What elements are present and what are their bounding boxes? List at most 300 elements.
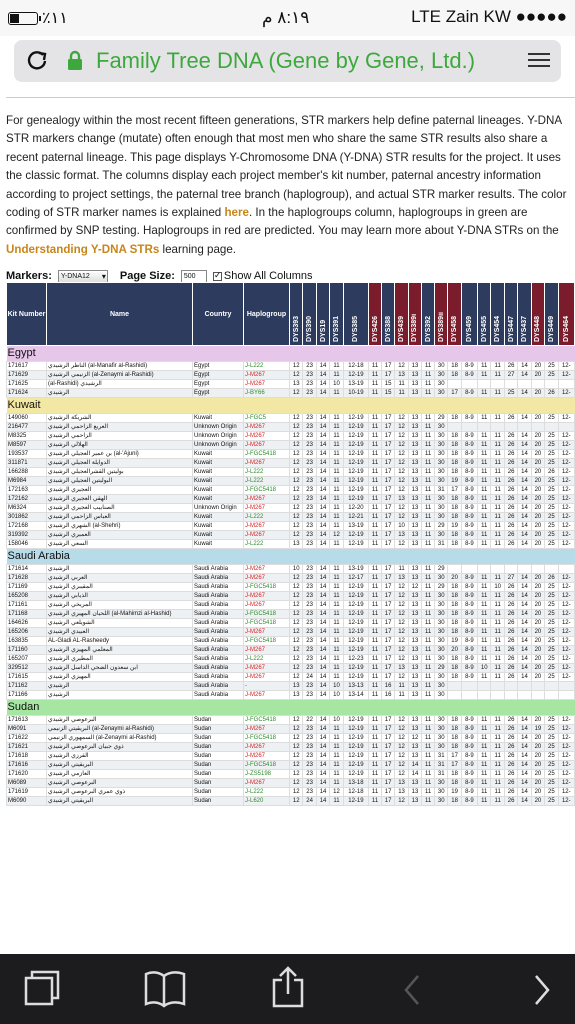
marker-value-cell: 13-19	[343, 522, 368, 531]
marker-value-cell: 13	[408, 423, 421, 432]
marker-value-cell: 12-	[558, 619, 574, 628]
marker-value-cell: 14	[518, 770, 531, 779]
markers-select[interactable]: Y-DNA12 ▾	[58, 270, 108, 283]
name-cell: الهلالي الرشيدي	[47, 441, 193, 450]
forward-icon[interactable]	[530, 972, 554, 1008]
marker-value-cell: 11	[422, 734, 435, 743]
country-cell: Sudan	[193, 734, 244, 743]
marker-value-cell: 12	[290, 788, 303, 797]
marker-value-cell: 8-9	[461, 637, 477, 646]
marker-value-cell: 11	[422, 459, 435, 468]
marker-value-cell: 23	[303, 619, 316, 628]
marker-value-cell: 12-	[558, 486, 574, 495]
kit-number-cell[interactable]: M6089	[7, 779, 47, 788]
page-content	[0, 92, 575, 954]
country-cell: Kuwait	[193, 513, 244, 522]
marker-value-cell: 11	[491, 725, 504, 734]
header-marker[interactable]	[478, 283, 491, 346]
kit-number-cell[interactable]: 171624	[7, 389, 47, 398]
marker-value-cell: 13	[408, 610, 421, 619]
kit-number-cell[interactable]: 165208	[7, 592, 47, 601]
marker-value-cell: 13-19	[343, 380, 368, 389]
marker-value-cell: 12-19	[343, 592, 368, 601]
marker-value-cell: 23	[303, 540, 316, 549]
kit-number-cell[interactable]: 172168	[7, 522, 47, 531]
haplogroup-cell: J-L222	[244, 540, 290, 549]
header-marker[interactable]	[369, 283, 382, 346]
marker-value-cell: 18	[448, 628, 461, 637]
marker-value-cell: 11	[422, 540, 435, 549]
marker-value-cell	[518, 691, 531, 700]
marker-value-cell: 14	[316, 414, 329, 423]
marker-value-cell: 25	[545, 432, 558, 441]
marker-value-cell: 23	[303, 423, 316, 432]
header-marker[interactable]	[504, 283, 517, 346]
marker-value-cell: 20	[448, 646, 461, 655]
marker-value-cell: 14	[518, 619, 531, 628]
reload-icon[interactable]	[24, 48, 50, 74]
marker-value-cell	[558, 691, 574, 700]
name-cell: الذيابي الرشيدي	[47, 592, 193, 601]
marker-value-cell: 30	[435, 610, 448, 619]
marker-value-cell: 11	[395, 565, 408, 574]
kit-number-cell[interactable]: M6091	[7, 725, 47, 734]
marker-value-cell: 12-17	[343, 574, 368, 583]
table-row	[7, 540, 575, 549]
kit-number-cell[interactable]: 329512	[7, 664, 47, 673]
marker-value-cell: 25	[545, 628, 558, 637]
marker-value-cell: 29	[435, 522, 448, 531]
kit-number-cell[interactable]: 171166	[7, 691, 47, 700]
header-marker[interactable]	[290, 283, 303, 346]
marker-value-cell: 29	[435, 664, 448, 673]
table-row	[7, 797, 575, 806]
haplogroup-cell: J-FGC5418	[244, 619, 290, 628]
kit-number-cell[interactable]: 172162	[7, 495, 47, 504]
marker-value-cell: 11	[491, 770, 504, 779]
marker-value-cell: 11	[330, 574, 343, 583]
marker-value-cell: 11	[478, 752, 491, 761]
marker-value-cell: 25	[545, 637, 558, 646]
kit-number-cell[interactable]: 171620	[7, 770, 47, 779]
marker-value-cell: 12	[290, 486, 303, 495]
marker-value-cell: 11	[491, 655, 504, 664]
header-marker[interactable]	[330, 283, 343, 346]
kit-number-cell[interactable]: 172163	[7, 486, 47, 495]
marker-value-cell: 8-9	[461, 646, 477, 655]
marker-value-cell: 30	[435, 592, 448, 601]
header-country[interactable]: Country	[193, 283, 244, 346]
haplogroup-cell: J-L222	[244, 477, 290, 486]
kit-number-cell[interactable]: 171621	[7, 743, 47, 752]
marker-value-cell: 20	[531, 432, 544, 441]
kit-number-cell[interactable]: 171161	[7, 601, 47, 610]
marker-value-cell: 11	[491, 716, 504, 725]
table-row	[7, 646, 575, 655]
marker-value-cell: 14	[518, 592, 531, 601]
marker-value-cell: 11	[422, 628, 435, 637]
marker-value-cell: 13	[408, 371, 421, 380]
marker-value-cell: 26	[504, 610, 517, 619]
marker-value-cell	[448, 380, 461, 389]
marker-value-cell: 26	[504, 752, 517, 761]
kit-number-cell[interactable]: 171613	[7, 716, 47, 725]
header-kit-number[interactable]: Kit Number	[7, 283, 47, 346]
marker-value-cell: 13	[290, 682, 303, 691]
marker-value-cell: 23	[303, 682, 316, 691]
haplogroup-cell: J-ZS5198	[244, 770, 290, 779]
marker-label: DYS439	[398, 315, 406, 342]
marker-value-cell: 26	[504, 459, 517, 468]
kit-number-cell[interactable]: 171622	[7, 734, 47, 743]
marker-value-cell: 17	[381, 716, 394, 725]
reader-menu-icon[interactable]	[528, 51, 550, 71]
marker-value-cell: 8-9	[461, 619, 477, 628]
marker-value-cell: 11	[330, 504, 343, 513]
header-marker[interactable]	[461, 283, 477, 346]
kit-number-cell[interactable]: 171160	[7, 646, 47, 655]
marker-value-cell: 18	[448, 797, 461, 806]
marker-value-cell: 11	[422, 673, 435, 682]
header-marker[interactable]	[316, 283, 329, 346]
marker-value-cell: 14	[518, 432, 531, 441]
marker-value-cell: 12-19	[343, 664, 368, 673]
marker-value-cell: 8-9	[461, 495, 477, 504]
marker-value-cell: 11	[422, 565, 435, 574]
header-marker[interactable]	[491, 283, 504, 346]
marker-value-cell: 26	[504, 531, 517, 540]
kit-number-cell[interactable]: 164626	[7, 619, 47, 628]
marker-value-cell: 11	[478, 592, 491, 601]
share-icon[interactable]	[270, 964, 306, 1010]
header-marker[interactable]	[343, 283, 368, 346]
kit-number-cell[interactable]: 149060	[7, 414, 47, 423]
header-marker[interactable]	[435, 283, 448, 346]
marker-value-cell: 12-19	[343, 743, 368, 752]
kit-number-cell[interactable]: 171619	[7, 788, 47, 797]
kit-number-cell[interactable]: 301862	[7, 513, 47, 522]
marker-value-cell: 11	[422, 450, 435, 459]
marker-value-cell: 17	[381, 504, 394, 513]
marker-value-cell: 26	[504, 522, 517, 531]
kit-number-cell[interactable]: 171615	[7, 673, 47, 682]
marker-value-cell: 12-	[558, 592, 574, 601]
marker-value-cell: 12	[290, 450, 303, 459]
kit-number-cell[interactable]: 171625	[7, 380, 47, 389]
marker-value-cell: 12	[395, 477, 408, 486]
marker-value-cell: 11	[369, 522, 382, 531]
bookmarks-icon[interactable]	[142, 968, 188, 1008]
country-cell: Sudan	[193, 725, 244, 734]
here-link[interactable]: here	[224, 206, 249, 220]
name-cell: الشويلعي الرشيدي	[47, 619, 193, 628]
marker-value-cell: 11	[491, 734, 504, 743]
marker-value-cell: 8-9	[461, 450, 477, 459]
marker-value-cell: 12-	[558, 531, 574, 540]
marker-value-cell	[504, 565, 517, 574]
marker-value-cell: 17	[381, 531, 394, 540]
marker-value-cell: 25	[545, 477, 558, 486]
marker-value-cell: 13-19	[343, 565, 368, 574]
marker-value-cell: 18	[448, 664, 461, 673]
address-bar[interactable]	[14, 40, 561, 82]
marker-value-cell: 14	[316, 716, 329, 725]
marker-value-cell: 20	[531, 628, 544, 637]
marker-value-cell: 29	[435, 565, 448, 574]
marker-value-cell: 8-9	[461, 389, 477, 398]
marker-value-cell: 8-9	[461, 513, 477, 522]
marker-value-cell: 30	[435, 423, 448, 432]
header-marker[interactable]	[448, 283, 461, 346]
marker-value-cell: 25	[545, 486, 558, 495]
kit-number-cell[interactable]: M6984	[7, 477, 47, 486]
haplogroup-cell: J-M267	[244, 531, 290, 540]
marker-value-cell: 23	[303, 743, 316, 752]
header-marker[interactable]	[303, 283, 316, 346]
kit-number-cell[interactable]: M8325	[7, 432, 47, 441]
marker-value-cell: 12-18	[343, 788, 368, 797]
kit-number-cell[interactable]: 193537	[7, 450, 47, 459]
kit-number-cell[interactable]: M6090	[7, 797, 47, 806]
haplogroup-cell: J-L222	[244, 513, 290, 522]
marker-value-cell: 12	[290, 610, 303, 619]
header-marker[interactable]	[518, 283, 531, 346]
header-marker[interactable]	[408, 283, 421, 346]
marker-value-cell: 12-	[558, 432, 574, 441]
page-title-url[interactable]: Family Tree DNA (Gene by Gene, Ltd.)	[96, 48, 476, 73]
country-cell: Saudi Arabia	[193, 664, 244, 673]
marker-value-cell: 12	[290, 441, 303, 450]
marker-value-cell: 31	[435, 752, 448, 761]
marker-value-cell: 17	[448, 752, 461, 761]
marker-value-cell: 14	[518, 646, 531, 655]
kit-number-cell[interactable]: 216477	[7, 423, 47, 432]
kit-number-cell[interactable]: 166288	[7, 468, 47, 477]
marker-value-cell: 14	[316, 664, 329, 673]
marker-value-cell: 17	[381, 468, 394, 477]
kit-number-cell[interactable]: 171618	[7, 752, 47, 761]
header-marker[interactable]	[531, 283, 544, 346]
marker-value-cell: 12	[290, 371, 303, 380]
marker-value-cell: 12-	[558, 716, 574, 725]
kit-number-cell[interactable]: M8597	[7, 441, 47, 450]
understanding-strs-link[interactable]: Understanding Y-DNA STRs	[6, 242, 160, 256]
marker-value-cell: 26	[545, 389, 558, 398]
header-marker[interactable]	[558, 283, 574, 346]
haplogroup-cell: J-M267	[244, 725, 290, 734]
kit-number-cell[interactable]: 158046	[7, 540, 47, 549]
marker-value-cell: 20	[531, 574, 544, 583]
haplogroup-cell: J-M267	[244, 380, 290, 389]
show-all-columns-checkbox[interactable]	[213, 272, 222, 281]
ystr-results-table	[6, 282, 575, 806]
marker-label: DYS437	[521, 315, 528, 342]
marker-label: DYS393	[292, 315, 300, 342]
haplogroup-cell: J-M267	[244, 601, 290, 610]
marker-value-cell: 26	[504, 716, 517, 725]
name-cell: بن عمير العجيلي الرشيدي (al-'Ajuni)	[47, 450, 193, 459]
kit-number-cell[interactable]: 165207	[7, 655, 47, 664]
marker-value-cell: 17	[381, 441, 394, 450]
marker-value-cell: 13	[408, 682, 421, 691]
name-cell: المعلمي المهيزي الرشيدي	[47, 646, 193, 655]
pagesize-input[interactable]: 500	[181, 270, 207, 283]
kit-number-cell[interactable]: 319392	[7, 531, 47, 540]
marker-value-cell: 8-9	[461, 716, 477, 725]
marker-value-cell: 11	[478, 362, 491, 371]
header-marker[interactable]	[381, 283, 394, 346]
kit-number-cell[interactable]: 163835	[7, 637, 47, 646]
kit-number-cell[interactable]: 171617	[7, 362, 47, 371]
marker-value-cell: 25	[545, 716, 558, 725]
marker-value-cell: 25	[545, 583, 558, 592]
markers-label: Markers:	[6, 270, 52, 282]
marker-value-cell: 11	[422, 770, 435, 779]
kit-number-cell[interactable]: 171168	[7, 610, 47, 619]
marker-value-cell: 11	[369, 423, 382, 432]
marker-value-cell: 8-9	[461, 504, 477, 513]
marker-value-cell: 11	[369, 743, 382, 752]
haplogroup-cell: J-FGC5	[244, 414, 290, 423]
marker-value-cell: 12	[395, 797, 408, 806]
marker-value-cell: 11	[491, 637, 504, 646]
marker-value-cell: 11	[330, 459, 343, 468]
marker-value-cell: 14	[518, 655, 531, 664]
marker-value-cell: 14	[316, 441, 329, 450]
marker-value-cell: 23	[303, 362, 316, 371]
marker-value-cell: 11	[330, 610, 343, 619]
marker-value-cell: 11	[330, 468, 343, 477]
marker-value-cell: 18	[448, 371, 461, 380]
back-icon[interactable]	[400, 972, 424, 1008]
marker-value-cell: 12-	[558, 362, 574, 371]
header-marker[interactable]	[422, 283, 435, 346]
marker-value-cell: 12	[290, 389, 303, 398]
marker-value-cell: 15	[381, 380, 394, 389]
country-cell: Sudan	[193, 761, 244, 770]
marker-value-cell: 14	[316, 655, 329, 664]
marker-value-cell: 13	[408, 389, 421, 398]
header-haplogroup[interactable]: Haplogroup	[244, 283, 290, 346]
kit-number-cell[interactable]: 171616	[7, 761, 47, 770]
marker-value-cell: 12-	[558, 637, 574, 646]
marker-value-cell: 11	[478, 610, 491, 619]
country-cell: Sudan	[193, 752, 244, 761]
marker-value-cell: 23	[303, 583, 316, 592]
marker-value-cell	[531, 691, 544, 700]
kit-number-cell[interactable]: M6324	[7, 504, 47, 513]
marker-value-cell: 17	[381, 628, 394, 637]
marker-value-cell: 20	[531, 673, 544, 682]
name-cell: ذوي جبيان البرعوصي الرشيدي	[47, 743, 193, 752]
marker-value-cell: 17	[381, 486, 394, 495]
marker-value-cell: 11	[491, 540, 504, 549]
marker-value-cell: 14	[518, 504, 531, 513]
marker-value-cell: 12	[290, 574, 303, 583]
marker-value-cell: 11	[422, 716, 435, 725]
marker-value-cell: 13	[408, 540, 421, 549]
marker-value-cell: 23	[303, 459, 316, 468]
marker-value-cell: 14	[316, 583, 329, 592]
marker-value-cell: 11	[478, 619, 491, 628]
marker-value-cell: 14	[316, 522, 329, 531]
tabs-icon[interactable]	[22, 968, 62, 1008]
marker-value-cell: 11	[369, 779, 382, 788]
kit-number-cell[interactable]: 171629	[7, 371, 47, 380]
marker-value-cell	[545, 380, 558, 389]
name-cell: ابن سعدون الضحي الداسل الرشيدي	[47, 664, 193, 673]
marker-value-cell: 25	[545, 725, 558, 734]
marker-value-cell: 11	[478, 574, 491, 583]
header-name[interactable]: Name	[47, 283, 193, 346]
marker-value-cell: 18	[448, 459, 461, 468]
name-cell: السمهوري الزنيمي (al-Zenaymi al-Rashid)	[47, 734, 193, 743]
kit-number-cell[interactable]: 171614	[7, 565, 47, 574]
marker-value-cell	[518, 380, 531, 389]
marker-value-cell: 11	[330, 432, 343, 441]
marker-value-cell: 8-9	[461, 788, 477, 797]
marker-value-cell: 8-9	[461, 734, 477, 743]
marker-value-cell: 17	[381, 495, 394, 504]
header-marker[interactable]	[395, 283, 408, 346]
kit-number-cell[interactable]: 171162	[7, 682, 47, 691]
marker-value-cell: 14	[518, 513, 531, 522]
marker-value-cell: 30	[435, 495, 448, 504]
marker-value-cell: 12-19	[343, 441, 368, 450]
marker-value-cell: 14	[518, 752, 531, 761]
header-marker[interactable]	[545, 283, 558, 346]
marker-value-cell	[545, 423, 558, 432]
marker-value-cell: 12-	[558, 779, 574, 788]
marker-value-cell: 11	[330, 389, 343, 398]
intro-paragraph	[6, 112, 575, 259]
kit-number-cell[interactable]: 171628	[7, 574, 47, 583]
name-cell: العباس الزاحمي الرشيدي	[47, 513, 193, 522]
marker-value-cell: 23	[303, 691, 316, 700]
marker-value-cell: 12	[290, 761, 303, 770]
marker-value-cell: 13	[408, 691, 421, 700]
marker-value-cell: 13	[408, 477, 421, 486]
marker-value-cell: 14	[316, 752, 329, 761]
marker-value-cell: 11	[478, 734, 491, 743]
marker-value-cell: 11	[422, 574, 435, 583]
marker-value-cell: 12	[290, 468, 303, 477]
marker-value-cell: 12	[290, 619, 303, 628]
haplogroup-cell: J-BY66	[244, 389, 290, 398]
marker-value-cell: 18	[448, 601, 461, 610]
marker-value-cell: 17	[381, 619, 394, 628]
marker-value-cell: 14	[518, 441, 531, 450]
marker-value-cell: 11	[422, 682, 435, 691]
marker-value-cell: 14	[316, 495, 329, 504]
marker-value-cell	[491, 691, 504, 700]
marker-value-cell	[491, 682, 504, 691]
marker-value-cell: 24	[303, 797, 316, 806]
marker-value-cell: 30	[435, 797, 448, 806]
kit-number-cell[interactable]: 165206	[7, 628, 47, 637]
marker-value-cell: 11	[478, 414, 491, 423]
marker-value-cell: 26	[504, 504, 517, 513]
marker-value-cell: 20	[531, 371, 544, 380]
marker-value-cell: 11	[422, 432, 435, 441]
marker-value-cell: 13	[408, 637, 421, 646]
kit-number-cell[interactable]: 171169	[7, 583, 47, 592]
marker-value-cell: 11	[369, 725, 382, 734]
kit-number-cell[interactable]: 311871	[7, 459, 47, 468]
marker-value-cell: 11	[330, 628, 343, 637]
marker-value-cell: 17	[381, 725, 394, 734]
marker-value-cell: 25	[545, 610, 558, 619]
